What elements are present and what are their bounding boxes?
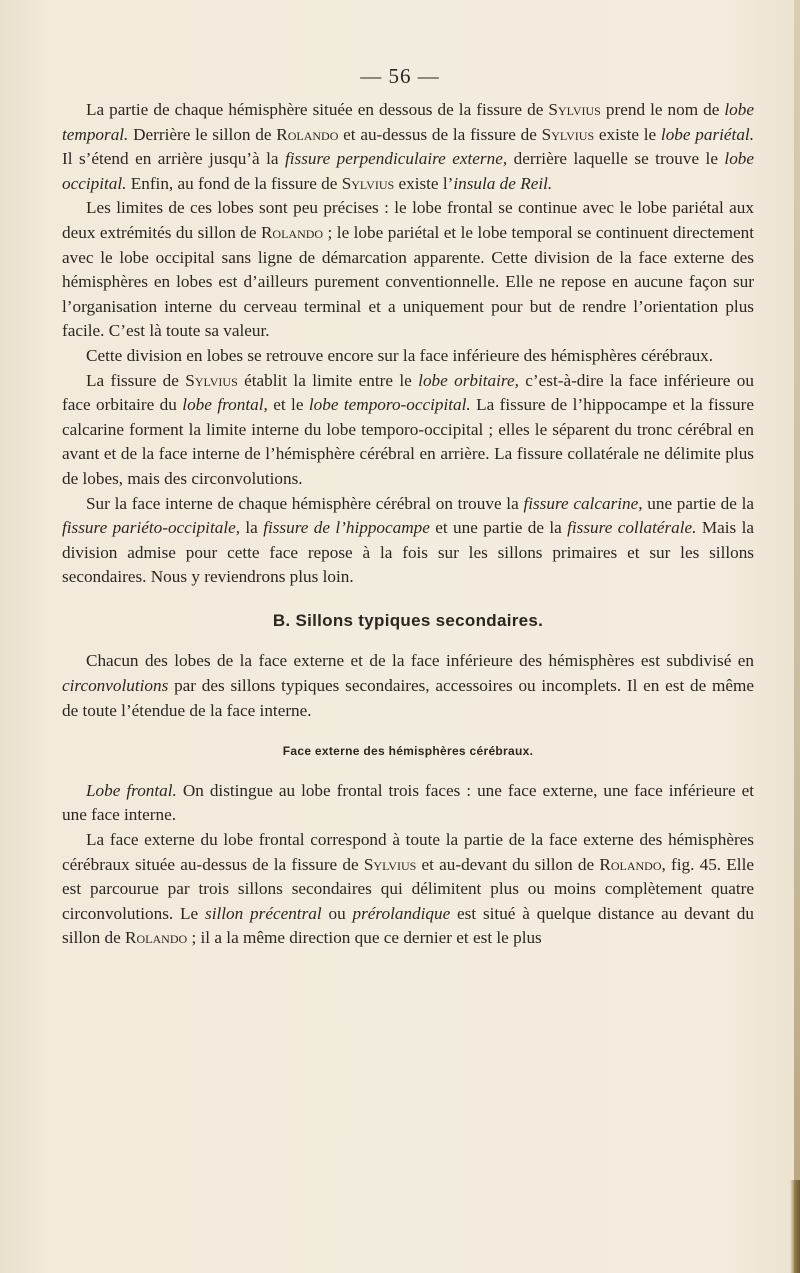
paragraph-face-interne: Sur la face interne de chaque hémisphère cérébral on trouve la fissure calcarine, une partie de la fissure pariéto-occipitale, la fissure de l’hippocampe et une partie de la fissure collatérale. Mais la division admise pour cette face repose à la fois sur les sillons primaires et sur les sillons secondaires. Nous y reviendrons plus loin. [62, 493, 755, 587]
page-edge [794, 0, 800, 1273]
body-text [62, 98, 754, 951]
subsection-heading: Face externe des hémisphères cérébraux. [282, 744, 534, 759]
page-number: — 56 — [360, 64, 440, 88]
paragraph-face-inferieure: Cette division en lobes se retrouve encore sur la face inférieure des hémisphères cérébraux. [86, 345, 714, 365]
paragraph-lobe-orbitaire: La fissure de Sylvius établit la limite entre le lobe orbitaire, c’est-à-dire la face inférieure ou face orbitaire du lobe frontal, et le lobe temporo-occipital. La fissure de l’hippocampe et la fissure calcarine forment la limite interne du lobe temporo-occipital ; elles le séparent du tronc cérébral en avant et de la face interne de l’hémisphère cérébral en arrière. La fissure collatérale ne délimite plus de lobes, mais des circonvolutions. [62, 370, 754, 488]
paragraph-lobes-temporal-parietal: La partie de chaque hémisphère située en dessous de la fissure de Sylvius prend le nom de lobe temporal. Derrière le sillon de Rolando et au-dessus de la fissure de Sylvius existe le lobe pariétal. Il s’étend en arrière jusqu’à la fissure perpendiculaire externe, derrière laquelle se trouve le lobe occipital. Enfin, au fond de la fissure de Sylvius existe l’insula de Reil. [62, 100, 755, 193]
page-edge-shadow [790, 1180, 800, 1273]
paragraph-face-externe-frontal: La face externe du lobe frontal correspond à toute la partie de la face externe des hémisphères cérébraux située au-dessus de la fissure de Sylvius et au-devant du sillon de Rolando, fig. 45. Elle est parcourue par trois sillons secondaires qui délimitent plus ou moins complètement quatre circonvolutions. Le sillon précentral ou prérolandique est situé à quelque distance au devant du sillon de Rolando ; il a la même direction que ce dernier et est le plus [62, 830, 754, 948]
paragraph-subdivision: Chacun des lobes de la face externe et de la face inférieure des hémisphères est subdivisé en circonvolutions par des sillons typiques secondaires, accessoires ou incomplets. Il en est de même de toute l’étendue de la face interne. [62, 651, 754, 720]
paragraph-limites: Les limites de ces lobes sont peu précises : le lobe frontal se continue avec le lobe pariétal aux deux extrémités du sillon de Rolando ; le lobe pariétal et le lobe temporal se continuent directement avec le lobe occipital sans ligne de démarcation apparente. Cette division de la face externe des hémisphères en lobes est d’ailleurs purement conventionnelle. Elle ne repose en aucune façon sur l’organisation interne du cerveau terminal et a uniquement pour but de rendre l’orientation plus facile. C’est là toute sa valeur. [62, 198, 754, 341]
section-heading: B. Sillons typiques secondaires. [272, 610, 544, 630]
paragraph-lobe-frontal: Lobe frontal. On distingue au lobe frontal trois faces : une face externe, une face inférieure et une face interne. [62, 780, 754, 825]
